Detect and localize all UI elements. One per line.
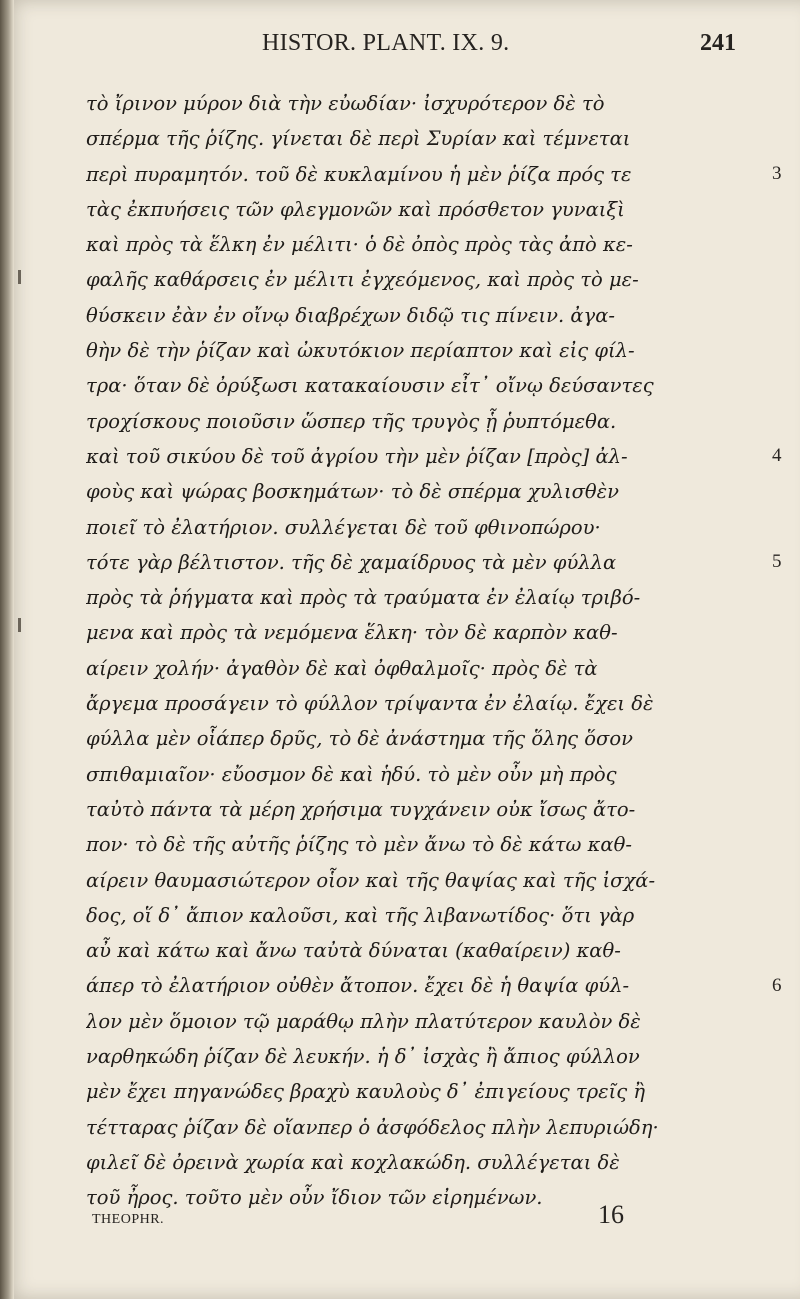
text-line: τὰς ἐκπυήσεις τῶν φλεγμονῶν καὶ πρόσθετον γυναιξὶ	[86, 197, 625, 221]
section-number: 5	[772, 550, 782, 572]
text-line: πρὸς τὰ ῥήγματα καὶ πρὸς τὰ τραύματα ἐν ἐλαίῳ τριβό-	[86, 586, 641, 610]
text-line: θύσκειν ἐὰν ἐν οἴνῳ διαβρέχων διδῷ τις πίνειν. ἀγα-	[86, 303, 615, 327]
text-line: καὶ πρὸς τὰ ἕλκη ἐν μέλιτι· ὁ δὲ ὀπὸς πρὸς τὰς ἀπὸ κε-	[86, 233, 633, 257]
text-line: ποιεῖ τὸ ἐλατήριον. συλλέγεται δὲ τοῦ φθινοπώρου·	[86, 515, 601, 539]
text-line: θὴν δὲ τὴν ῥίζαν καὶ ὠκυτόκιον περίαπτον καὶ εἰς φίλ-	[86, 339, 635, 363]
text-line: φοὺς καὶ ψώρας βοσκημάτων· τὸ δὲ σπέρμα χυλισθὲν	[86, 480, 619, 504]
text-line: λον μὲν ὅμοιον τῷ μαράθῳ πλὴν πλατύτερον καυλὸν δὲ	[86, 1009, 641, 1033]
text-line: σπέρμα τῆς ῥίζης. γίνεται δὲ περὶ Συρίαν καὶ τέμνεται	[86, 127, 631, 151]
section-number: 6	[772, 974, 782, 996]
text-line: φαλῆς καθάρσεις ἐν μέλιτι ἐγχεόμενος, καὶ πρὸς τὸ με-	[86, 268, 639, 292]
text-line: τρα· ὅταν δὲ ὀρύξωσι κατακαίουσιν εἶτ᾽ οἴνῳ δεύσαντες	[86, 374, 654, 398]
text-line: ναρθηκώδη ῥίζαν δὲ λευκήν. ἡ δ᾽ ἰσχὰς ἢ ἄπιος φύλλον	[86, 1045, 640, 1069]
text-line: αὖ καὶ κάτω καὶ ἄνω ταὐτὰ δύναται (καθαίρειν) καθ-	[86, 939, 621, 963]
text-line: αίρειν θαυμασιώτερον οἷον καὶ τῆς θαψίας καὶ τῆς ἰσχά-	[86, 868, 656, 892]
text-line: περὶ πυραμητόν. τοῦ δὲ κυκλαμίνου ἡ μὲν ῥίζα πρός τε	[86, 162, 632, 186]
sheet-number: 16	[598, 1200, 624, 1229]
body-text	[86, 86, 746, 1216]
signature-mark: THEOPHR.	[92, 1212, 165, 1227]
text-line: καὶ τοῦ σικύου δὲ τοῦ ἀγρίου τὴν μὲν ῥίζαν [πρὸς] ἀλ-	[86, 444, 628, 468]
text-line: μενα καὶ πρὸς τὰ νεμόμενα ἕλκη· τὸν δὲ καρπὸν καθ-	[86, 621, 618, 645]
text-line: ταὐτὸ πάντα τὰ μέρη χρήσιμα τυγχάνειν οὐκ ἴσως ἄτο-	[86, 797, 636, 821]
section-number: 3	[772, 162, 782, 184]
text-line: ἄργεμα προσάγειν τὸ φύλλον τρίψαντα ἐν ἐλαίῳ. ἔχει δὲ	[86, 692, 654, 716]
text-line: τροχίσκους ποιοῦσιν ὥσπερ τῆς τρυγὸς ᾗ ῥυπτόμεθα.	[86, 409, 617, 433]
text-line: αίρειν χολήν· ἀγαθὸν δὲ καὶ ὀφθαλμοῖς· πρὸς δὲ τὰ	[86, 656, 598, 680]
text-line: τέτταρας ῥίζαν δὲ οἵανπερ ὁ ἀσφόδελος πλὴν λεπυριώδη·	[86, 1115, 659, 1139]
page-gutter	[0, 0, 14, 1299]
text-line: πον· τὸ δὲ τῆς αὐτῆς ῥίζης τὸ μὲν ἄνω τὸ δὲ κάτω καθ-	[86, 833, 632, 857]
gutter-mark	[18, 270, 21, 284]
text-line: δος, οἵ δ᾽ ἄπιον καλοῦσι, καὶ τῆς λιβανωτίδος· ὅτι γὰρ	[86, 903, 635, 927]
text-line: τοῦ ἦρος. τοῦτο μὲν οὖν ἴδιον τῶν εἰρημένων.	[86, 1186, 543, 1210]
text-line: μὲν ἔχει πηγανώδες βραχὺ καυλοὺς δ᾽ ἐπιγείους τρεῖς ἢ	[86, 1080, 646, 1104]
section-number: 4	[772, 445, 782, 466]
text-line: τὸ ἴρινον μύρον διὰ τὴν εὐωδίαν· ἰσχυρότερον δὲ τὸ	[86, 92, 605, 115]
text-line: σπιθαμιαῖον· εὔοσμον δὲ καὶ ἡδύ. τὸ μὲν οὖν μὴ πρὸς	[86, 762, 617, 786]
running-title: HISTOR. PLANT. IX. 9.	[262, 30, 510, 56]
gutter-mark	[18, 618, 21, 632]
text-line: φύλλα μὲν οἷάπερ δρῦς, τὸ δὲ ἀνάστημα τῆς ὅλης ὅσον	[86, 727, 633, 751]
text-line: φιλεῖ δὲ ὀρεινὰ χωρία καὶ κοχλακώδη. συλλέγεται δὲ	[86, 1150, 620, 1174]
text-line: άπερ τὸ ἐλατήριον οὐθὲν ἄτοπον. ἔχει δὲ ἡ θαψία φύλ-	[86, 974, 630, 998]
page-number: 241	[700, 30, 736, 56]
running-head	[262, 30, 742, 62]
text-line: τότε γὰρ βέλτιστον. τῆς δὲ χαμαίδρυος τὰ μὲν φύλλα	[86, 550, 617, 574]
